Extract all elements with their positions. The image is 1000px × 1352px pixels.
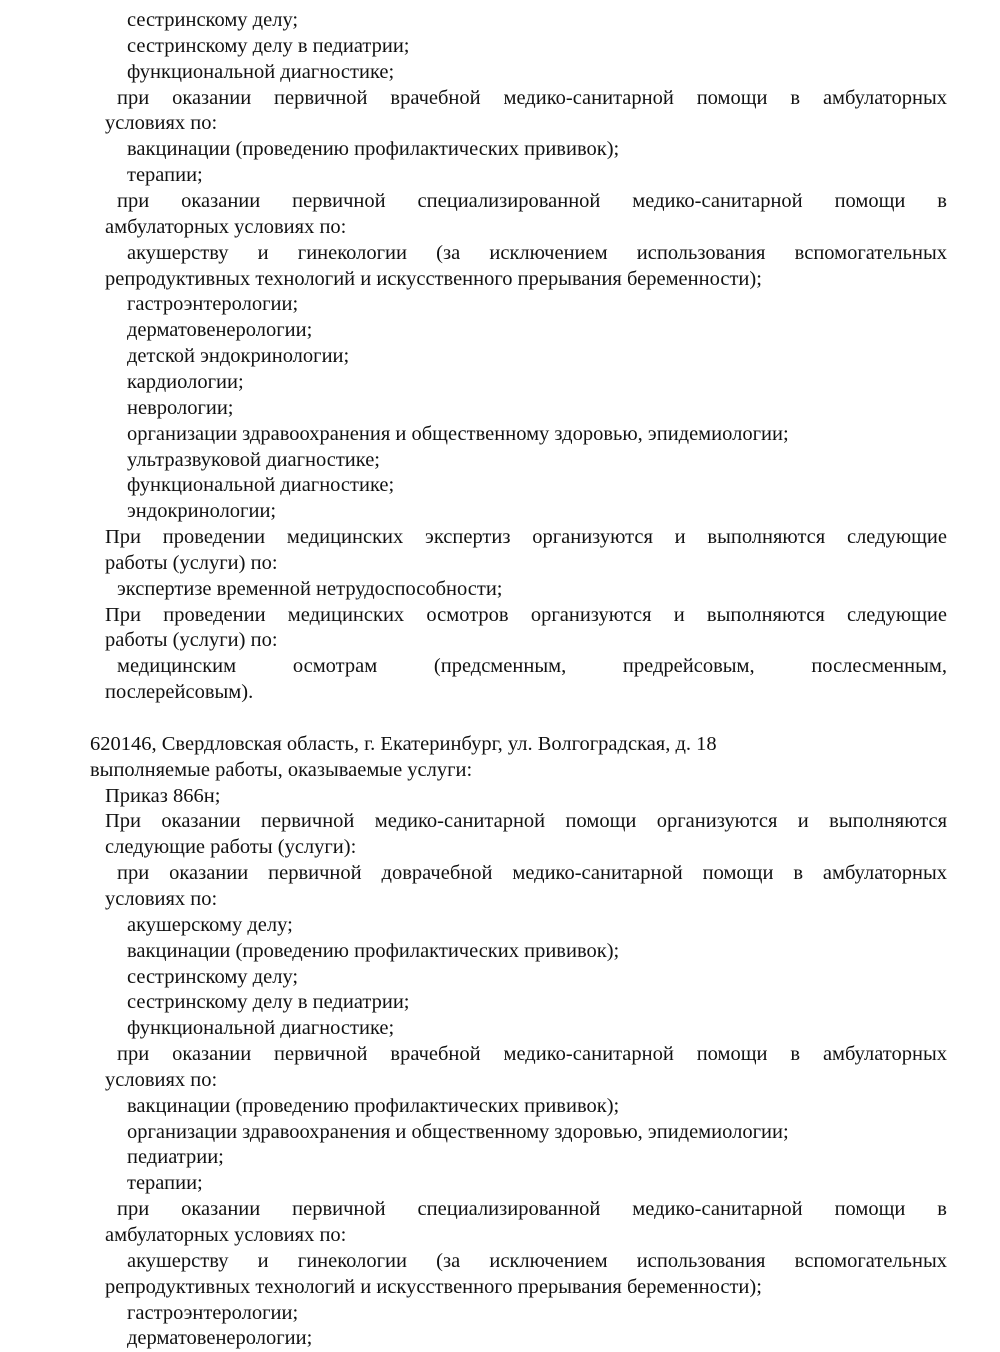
document-line: При оказании первичной медико-санитарной помощи организуются и выполняются: [105, 810, 947, 833]
document-line: медицинским осмотрам (предсменным, предрейсовым, послесменным,: [117, 655, 947, 678]
document-line: При проведении медицинских экспертиз организуются и выполняются следующие: [105, 526, 947, 548]
document-line: при оказании первичной врачебной медико-санитарной помощи в амбулаторных: [117, 1043, 947, 1065]
document-line: функциональной диагностике;: [127, 60, 395, 83]
document-line: репродуктивных технологий и искусственного прерывания беременности);: [105, 267, 762, 290]
document-line: неврологии;: [127, 396, 234, 419]
document-line: следующие работы (услуги):: [105, 836, 357, 859]
document-line: терапии;: [127, 1172, 203, 1195]
address-line: 620146, Свердловская область, г. Екатеринбург, ул. Волгоградская, д. 18: [90, 732, 717, 755]
document-line: сестринскому делу в педиатрии;: [127, 991, 410, 1014]
document-line: акушерству и гинекологии (за исключением использования вспомогательных: [127, 1249, 947, 1272]
document-line: экспертизе временной нетрудоспособности;: [117, 577, 503, 600]
document-line: детской эндокринологии;: [127, 345, 350, 368]
document-line: при оказании первичной специализированной медико-санитарной помощи в: [117, 1198, 947, 1221]
document-line: репродуктивных технологий и искусственного прерывания беременности);: [105, 1275, 762, 1298]
document-line: сестринскому делу в педиатрии;: [127, 34, 410, 57]
document-line: амбулаторных условиях по:: [105, 215, 347, 238]
document-line: работы (услуги) по:: [105, 629, 278, 652]
document-line: ультразвуковой диагностике;: [127, 448, 380, 471]
document-line: послерейсовым).: [105, 681, 254, 704]
document-line: организации здравоохранения и общественному здоровью, эпидемиологии;: [127, 422, 789, 445]
document-line: гастроэнтерологии;: [127, 1301, 299, 1324]
document-line: организации здравоохранения и общественному здоровью, эпидемиологии;: [127, 1120, 789, 1143]
document-line: акушерскому делу;: [127, 913, 293, 936]
document-line: условиях по:: [105, 1068, 218, 1091]
document-line: при оказании первичной специализированной медико-санитарной помощи в: [117, 190, 947, 212]
document-line: функциональной диагностике;: [127, 474, 395, 497]
document-line: гастроэнтерологии;: [127, 293, 299, 316]
document-line: терапии;: [127, 164, 203, 187]
document-line: сестринскому делу;: [127, 965, 299, 988]
document-line: выполняемые работы, оказываемые услуги:: [90, 758, 473, 781]
document-line: вакцинации (проведению профилактических прививок);: [127, 939, 620, 962]
document-line: вакцинации (проведению профилактических прививок);: [127, 138, 620, 161]
document-line: условиях по:: [105, 887, 218, 910]
document-line: акушерству и гинекологии (за исключением использования вспомогательных: [127, 241, 947, 264]
document-line: условиях по:: [105, 112, 218, 135]
document-line: амбулаторных условиях по:: [105, 1224, 347, 1246]
document-line: эндокринологии;: [127, 500, 277, 523]
document-line: педиатрии;: [127, 1146, 224, 1169]
document-line: При проведении медицинских осмотров организуются и выполняются следующие: [105, 603, 947, 626]
document-line: дерматовенерологии;: [127, 319, 313, 342]
document-line: сестринскому делу;: [127, 9, 299, 31]
document-line: при оказании первичной доврачебной медико-санитарной помощи в амбулаторных: [117, 862, 947, 885]
document-line: вакцинации (проведению профилактических прививок);: [127, 1094, 620, 1117]
document-line: кардиологии;: [127, 370, 244, 393]
document-line: Приказ 866н;: [105, 784, 221, 807]
document-line: при оказании первичной врачебной медико-санитарной помощи в амбулаторных: [117, 86, 947, 109]
document-line: функциональной диагностике;: [127, 1017, 395, 1040]
document-line: дерматовенерологии;: [127, 1327, 313, 1350]
document-line: работы (услуги) по:: [105, 551, 278, 574]
